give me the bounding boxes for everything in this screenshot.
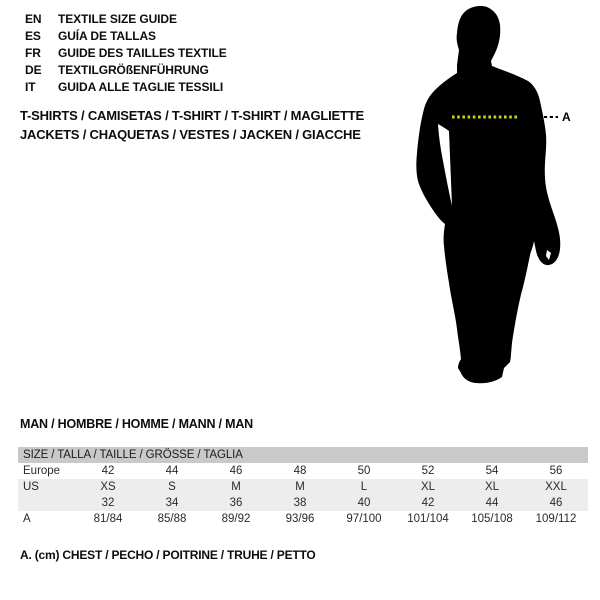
size-cell: L xyxy=(360,481,368,493)
garment-categories xyxy=(20,107,364,144)
size-cell: 40 xyxy=(357,497,371,509)
size-cell: 50 xyxy=(357,465,371,477)
table-row-europe xyxy=(18,463,588,479)
size-cell: 42 xyxy=(101,465,115,477)
size-cell: S xyxy=(168,481,176,493)
size-cell: 46 xyxy=(229,465,243,477)
language-code: IT xyxy=(25,79,36,94)
size-cell: 36 xyxy=(229,497,243,509)
size-table-header: SIZE / TALLA / TAILLE / GRÖSSE / TAGLIA xyxy=(18,447,588,463)
language-label: GUÍA DE TALLAS xyxy=(58,28,156,43)
table-row-us xyxy=(18,479,588,495)
size-cell: XL xyxy=(484,481,500,493)
size-cell: 109/112 xyxy=(535,513,577,525)
measure-label-a: A xyxy=(562,110,571,124)
language-code: DE xyxy=(25,62,42,77)
category-tshirts: T-SHIRTS / CAMISETAS / T-SHIRT / T-SHIRT / MAGLIETTE xyxy=(20,108,364,123)
language-code: EN xyxy=(25,11,42,26)
language-code: ES xyxy=(25,28,41,43)
size-table xyxy=(18,447,588,527)
language-row-es xyxy=(25,27,227,44)
size-cell: 42 xyxy=(421,497,435,509)
size-cell: XS xyxy=(100,481,116,493)
language-row-en xyxy=(25,10,227,27)
size-cell: 38 xyxy=(293,497,307,509)
language-label: GUIDE DES TAILLES TEXTILE xyxy=(58,45,227,60)
size-cell: 34 xyxy=(165,497,179,509)
size-cell: M xyxy=(231,481,241,493)
language-row-it xyxy=(25,78,227,95)
language-label: TEXTILE SIZE GUIDE xyxy=(58,11,177,26)
size-cell: 56 xyxy=(549,465,563,477)
size-cell: 48 xyxy=(293,465,307,477)
language-row-fr xyxy=(25,44,227,61)
category-jackets: JACKETS / CHAQUETAS / VESTES / JACKEN / GIACCHE xyxy=(20,126,361,142)
language-code: FR xyxy=(25,45,41,60)
table-row-numeric xyxy=(18,495,588,511)
table-row-chest-a xyxy=(18,511,588,527)
size-cell: 93/96 xyxy=(285,513,315,525)
size-cell: 81/84 xyxy=(93,513,123,525)
size-cell: 101/104 xyxy=(407,513,449,525)
language-label: GUIDA ALLE TAGLIE TESSILI xyxy=(58,79,224,94)
size-cell: 32 xyxy=(101,497,115,509)
section-title-man: MAN / HOMBRE / HOMME / MANN / MAN xyxy=(20,417,253,431)
row-label: A xyxy=(23,513,31,525)
size-cell: 97/100 xyxy=(346,513,382,525)
size-cell: XL xyxy=(420,481,436,493)
size-cell: 44 xyxy=(485,497,499,509)
language-list xyxy=(25,10,227,95)
size-cell: 44 xyxy=(165,465,179,477)
row-label: US xyxy=(23,481,39,493)
size-cell: XXL xyxy=(545,481,567,493)
size-cell: M xyxy=(295,481,305,493)
man-silhouette-figure xyxy=(405,3,580,398)
size-cell: 46 xyxy=(549,497,563,509)
chest-footnote: A. (cm) CHEST / PECHO / POITRINE / TRUHE / PETTO xyxy=(20,548,316,562)
language-row-de xyxy=(25,61,227,78)
size-cell: 89/92 xyxy=(221,513,251,525)
row-label: Europe xyxy=(23,465,61,477)
size-cell: 105/108 xyxy=(471,513,513,525)
size-cell: 85/88 xyxy=(157,513,187,525)
language-label: TEXTILGRÖßENFÜHRUNG xyxy=(58,62,209,77)
size-cell: 54 xyxy=(485,465,499,477)
size-cell: 52 xyxy=(421,465,435,477)
man-silhouette xyxy=(416,6,560,383)
